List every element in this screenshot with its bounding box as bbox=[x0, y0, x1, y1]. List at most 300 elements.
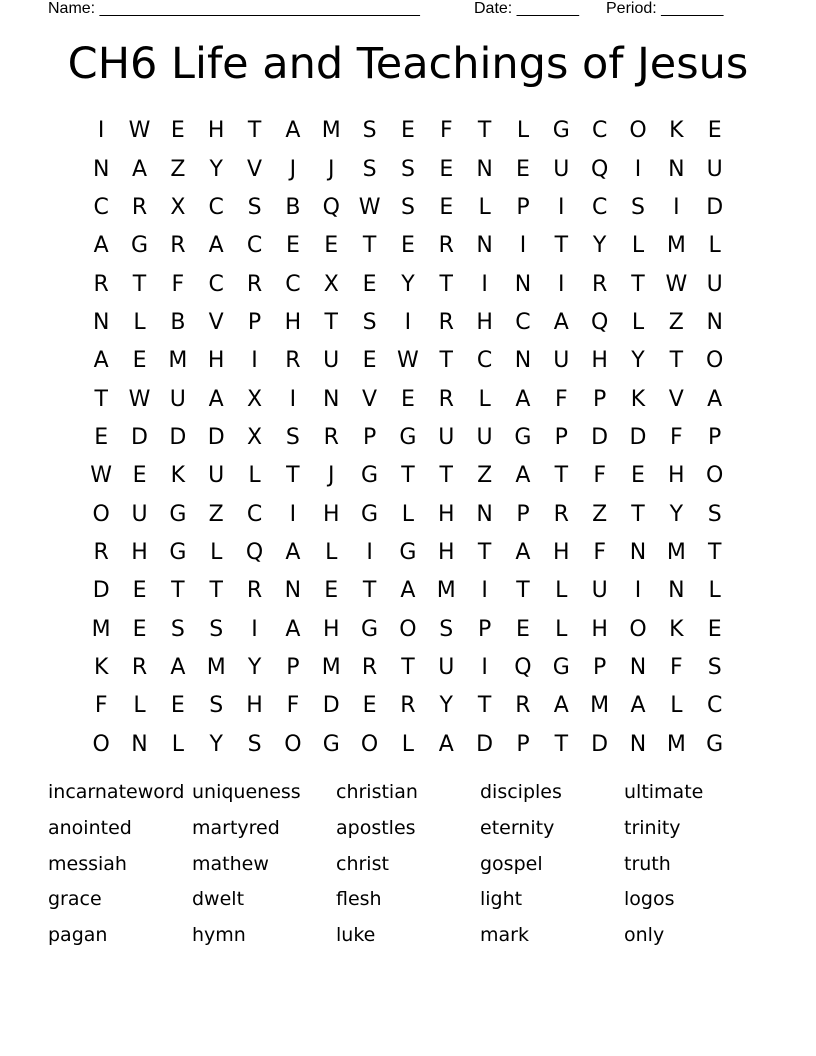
grid-letter: I bbox=[289, 501, 297, 527]
grid-letter: U bbox=[553, 348, 570, 374]
grid-letter: S bbox=[170, 616, 185, 642]
grid-letter: T bbox=[209, 578, 223, 604]
grid-letter: B bbox=[285, 194, 301, 220]
grid-letter: T bbox=[477, 539, 492, 565]
grid-letter: H bbox=[131, 539, 148, 565]
word-bank bbox=[48, 776, 768, 955]
word-bank-item: gospel bbox=[480, 852, 543, 875]
grid-letter: P bbox=[516, 501, 530, 527]
grid-letter: T bbox=[439, 463, 453, 489]
grid-letter: K bbox=[669, 616, 684, 642]
grid-letter: T bbox=[439, 271, 453, 297]
grid-letter: N bbox=[629, 654, 647, 680]
grid-letter: I bbox=[634, 578, 642, 604]
grid-letter: R bbox=[93, 539, 109, 565]
grid-letter: E bbox=[707, 616, 722, 642]
grid-letter: I bbox=[289, 386, 297, 412]
grid-letter: S bbox=[247, 731, 262, 757]
grid-letter: O bbox=[629, 616, 647, 642]
grid-letter: N bbox=[92, 309, 110, 335]
grid-letter: L bbox=[708, 578, 721, 604]
word-bank-item: mark bbox=[480, 924, 529, 947]
grid-letter: A bbox=[707, 386, 723, 412]
grid-letter: V bbox=[362, 386, 378, 412]
grid-letter: C bbox=[476, 348, 493, 374]
grid-letter: O bbox=[92, 501, 110, 527]
grid-letter: K bbox=[630, 386, 646, 412]
grid-letter: N bbox=[514, 271, 532, 297]
grid-letter: V bbox=[208, 309, 224, 335]
grid-letter: R bbox=[515, 693, 531, 719]
grid-letter: O bbox=[706, 463, 724, 489]
grid-letter: K bbox=[170, 463, 186, 489]
grid-letter: D bbox=[207, 424, 225, 450]
grid-letter: T bbox=[477, 118, 492, 144]
word-bank-item: anointed bbox=[48, 816, 132, 839]
grid-letter: F bbox=[593, 463, 606, 489]
grid-letter: X bbox=[170, 194, 186, 220]
grid-letter: H bbox=[668, 463, 685, 489]
grid-letter: A bbox=[285, 118, 301, 144]
grid-letter: I bbox=[366, 539, 373, 565]
grid-letter: K bbox=[669, 118, 684, 144]
grid-letter: Y bbox=[209, 156, 223, 182]
grid-letter: P bbox=[516, 194, 530, 220]
grid-letter: B bbox=[170, 309, 186, 335]
grid-letter: T bbox=[554, 463, 569, 489]
grid-letter: S bbox=[439, 616, 454, 642]
grid-letter: R bbox=[93, 271, 109, 297]
grid-letter: T bbox=[631, 271, 645, 297]
word-bank-item: christ bbox=[336, 852, 389, 875]
grid-letter: J bbox=[289, 156, 297, 182]
grid-letter: M bbox=[436, 578, 456, 604]
grid-letter: S bbox=[400, 194, 415, 220]
word-bank-item: messiah bbox=[48, 852, 127, 875]
grid-letter: L bbox=[133, 693, 146, 719]
grid-letter: A bbox=[553, 693, 569, 719]
grid-letter: I bbox=[558, 271, 565, 297]
grid-letter: L bbox=[133, 309, 146, 335]
grid-letter: M bbox=[91, 616, 111, 642]
grid-letter: R bbox=[323, 424, 339, 450]
grid-letter: U bbox=[323, 348, 340, 374]
grid-letter: R bbox=[400, 693, 416, 719]
grid-letter: E bbox=[132, 616, 147, 642]
word-bank-item: light bbox=[480, 888, 523, 911]
grid-letter: F bbox=[171, 271, 185, 297]
grid-letter: S bbox=[400, 156, 415, 182]
grid-letter: Z bbox=[592, 501, 608, 527]
grid-letter: P bbox=[286, 654, 300, 680]
word-bank-item: eternity bbox=[480, 816, 555, 839]
grid-letter: L bbox=[516, 118, 530, 144]
grid-letter: R bbox=[131, 654, 148, 680]
grid-letter: U bbox=[706, 271, 723, 297]
grid-letter: N bbox=[629, 731, 647, 757]
grid-letter: L bbox=[248, 463, 261, 489]
grid-letter: F bbox=[554, 386, 568, 412]
grid-letter: D bbox=[92, 578, 110, 604]
grid-letter: R bbox=[591, 271, 608, 297]
grid-letter: D bbox=[169, 424, 187, 450]
grid-letter: P bbox=[593, 386, 607, 412]
worksheet-header bbox=[48, 0, 738, 18]
grid-letter: T bbox=[554, 233, 569, 259]
grid-letter: R bbox=[438, 233, 454, 259]
grid-letter: H bbox=[246, 693, 263, 719]
grid-letter: W bbox=[358, 194, 381, 220]
grid-letter: A bbox=[515, 463, 531, 489]
grid-letter: Y bbox=[401, 271, 415, 297]
grid-letter: H bbox=[591, 348, 608, 374]
grid-letter: H bbox=[322, 501, 340, 527]
grid-letter: E bbox=[324, 233, 339, 259]
grid-letter: F bbox=[439, 118, 453, 144]
grid-letter: Z bbox=[668, 309, 684, 335]
grid-letter: R bbox=[361, 654, 378, 680]
grid-letter: M bbox=[321, 654, 341, 680]
grid-letter: Y bbox=[669, 501, 684, 527]
word-bank-item: disciples bbox=[480, 781, 562, 803]
grid-letter: Q bbox=[245, 539, 264, 565]
word-bank-item: christian bbox=[336, 781, 418, 803]
grid-letter: R bbox=[553, 501, 569, 527]
grid-letter: E bbox=[362, 693, 377, 719]
grid-letter: U bbox=[476, 424, 493, 450]
grid-letter: S bbox=[362, 309, 377, 335]
grid-letter: T bbox=[324, 309, 338, 335]
grid-letter: N bbox=[323, 386, 340, 412]
grid-letter: C bbox=[246, 501, 263, 527]
word-bank-item: luke bbox=[336, 924, 376, 947]
grid-letter: S bbox=[247, 194, 262, 220]
grid-letter: I bbox=[481, 271, 488, 297]
grid-letter: A bbox=[131, 156, 148, 182]
word-bank-item: martyred bbox=[192, 816, 280, 839]
grid-letter: H bbox=[207, 348, 225, 374]
grid-letter: N bbox=[706, 309, 723, 335]
grid-letter: O bbox=[706, 348, 724, 374]
grid-letter: L bbox=[210, 539, 223, 565]
grid-letter: A bbox=[400, 578, 416, 604]
grid-letter: G bbox=[322, 731, 340, 757]
grid-letter: O bbox=[360, 731, 379, 757]
grid-letter: E bbox=[170, 693, 185, 719]
grid-letter: S bbox=[707, 501, 722, 527]
grid-letter: F bbox=[593, 539, 606, 565]
grid-letter: R bbox=[438, 309, 454, 335]
grid-letter: S bbox=[362, 156, 377, 182]
grid-letter: A bbox=[93, 233, 109, 259]
grid-letter: P bbox=[554, 424, 568, 450]
grid-letter: L bbox=[708, 233, 721, 259]
grid-letter: E bbox=[631, 463, 645, 489]
word-bank-item: uniqueness bbox=[192, 781, 301, 803]
grid-letter: T bbox=[477, 693, 492, 719]
grid-letter: T bbox=[362, 578, 377, 604]
grid-letter: A bbox=[285, 539, 301, 565]
grid-letter: E bbox=[362, 271, 377, 297]
grid-letter: N bbox=[131, 731, 148, 757]
grid-letter: U bbox=[131, 501, 148, 527]
page-title: CH6 Life and Teachings of Jesus bbox=[67, 39, 749, 89]
grid-letter: S bbox=[285, 424, 300, 450]
grid-letter: U bbox=[706, 156, 723, 182]
grid-letter: E bbox=[132, 578, 147, 604]
grid-letter: Y bbox=[439, 693, 453, 719]
grid-letter: M bbox=[666, 731, 686, 757]
grid-letter: E bbox=[400, 233, 415, 259]
grid-letter: Z bbox=[477, 463, 493, 489]
grid-letter: L bbox=[171, 731, 184, 757]
grid-letter: L bbox=[401, 731, 415, 757]
grid-letter: Y bbox=[209, 731, 223, 757]
grid-letter: E bbox=[285, 233, 300, 259]
grid-letter: R bbox=[246, 271, 263, 297]
grid-letter: A bbox=[93, 348, 109, 374]
word-bank-item: trinity bbox=[624, 816, 681, 839]
grid-letter: I bbox=[251, 616, 258, 642]
grid-letter: E bbox=[132, 463, 147, 489]
grid-letter: I bbox=[404, 309, 412, 335]
grid-letter: V bbox=[247, 156, 263, 182]
grid-letter: N bbox=[284, 578, 302, 604]
word-bank-item: logos bbox=[624, 888, 675, 911]
grid-letter: L bbox=[478, 194, 491, 220]
grid-letter: I bbox=[673, 194, 680, 220]
grid-letter: J bbox=[327, 156, 335, 182]
grid-letter: L bbox=[631, 233, 645, 259]
grid-letter: D bbox=[591, 424, 609, 450]
word-bank-item: ultimate bbox=[624, 781, 704, 803]
grid-letter: T bbox=[94, 386, 108, 412]
grid-letter: L bbox=[325, 539, 338, 565]
grid-letter: A bbox=[515, 539, 531, 565]
grid-letter: T bbox=[132, 271, 147, 297]
grid-letter: E bbox=[132, 348, 147, 374]
grid-letter: U bbox=[591, 578, 608, 604]
grid-letter: N bbox=[668, 578, 685, 604]
grid-letter: U bbox=[438, 424, 455, 450]
grid-letter: N bbox=[92, 156, 110, 182]
grid-letter: X bbox=[247, 386, 263, 412]
grid-letter: E bbox=[94, 424, 109, 450]
grid-letter: N bbox=[514, 348, 532, 374]
word-bank-item: mathew bbox=[192, 852, 269, 875]
grid-letter: U bbox=[438, 654, 455, 680]
grid-letter: O bbox=[284, 731, 302, 757]
grid-letter: C bbox=[208, 194, 224, 220]
grid-letter: Q bbox=[590, 156, 609, 182]
grid-letter: E bbox=[439, 194, 454, 220]
grid-letter: C bbox=[706, 693, 723, 719]
grid-letter: A bbox=[630, 693, 646, 719]
grid-letter: H bbox=[553, 539, 570, 565]
grid-letter: S bbox=[707, 654, 722, 680]
word-bank-item: truth bbox=[624, 852, 671, 875]
grid-letter: P bbox=[362, 424, 377, 450]
grid-letter: M bbox=[321, 118, 341, 144]
grid-letter: G bbox=[169, 501, 187, 527]
grid-letter: G bbox=[706, 731, 724, 757]
grid-letter: Y bbox=[631, 348, 645, 374]
grid-letter: E bbox=[362, 348, 377, 374]
grid-letter: G bbox=[169, 539, 187, 565]
grid-letter: D bbox=[706, 194, 724, 220]
grid-letter: F bbox=[286, 693, 300, 719]
grid-letter: G bbox=[552, 118, 570, 144]
word-bank-item: hymn bbox=[192, 924, 246, 947]
grid-letter: D bbox=[131, 424, 148, 450]
grid-letter: H bbox=[284, 309, 302, 335]
grid-letter: T bbox=[362, 233, 377, 259]
grid-letter: A bbox=[208, 386, 224, 412]
grid-letter: K bbox=[93, 654, 109, 680]
grid-letter: Q bbox=[590, 309, 609, 335]
grid-letter: N bbox=[476, 233, 493, 259]
grid-letter: T bbox=[401, 463, 415, 489]
word-bank-item: apostles bbox=[336, 816, 416, 839]
grid-letter: G bbox=[399, 424, 417, 450]
grid-letter: M bbox=[666, 233, 686, 259]
grid-letter: L bbox=[631, 309, 645, 335]
grid-letter: Y bbox=[592, 233, 607, 259]
grid-letter: S bbox=[209, 693, 224, 719]
grid-letter: T bbox=[247, 118, 262, 144]
grid-letter: C bbox=[515, 309, 531, 335]
grid-letter: N bbox=[476, 156, 493, 182]
grid-letter: Z bbox=[170, 156, 186, 182]
grid-letter: H bbox=[437, 539, 455, 565]
grid-letter: G bbox=[552, 654, 570, 680]
grid-letter: J bbox=[327, 463, 335, 489]
grid-letter: I bbox=[251, 348, 258, 374]
grid-letter: L bbox=[401, 501, 415, 527]
grid-letter: L bbox=[478, 386, 491, 412]
grid-letter: A bbox=[170, 654, 186, 680]
grid-letter: C bbox=[208, 271, 224, 297]
grid-letter: D bbox=[591, 731, 609, 757]
word-search-grid bbox=[82, 112, 734, 764]
grid-letter: N bbox=[629, 539, 647, 565]
word-bank-item: grace bbox=[48, 888, 102, 911]
grid-letter: O bbox=[92, 731, 110, 757]
grid-letter: D bbox=[322, 693, 340, 719]
grid-letter: U bbox=[169, 386, 186, 412]
grid-letter: W bbox=[665, 271, 688, 297]
grid-letter: P bbox=[708, 424, 722, 450]
grid-letter: E bbox=[707, 118, 722, 144]
word-bank-item: incarnateword bbox=[48, 781, 185, 803]
grid-letter: N bbox=[476, 501, 493, 527]
grid-letter: Q bbox=[322, 194, 340, 220]
grid-letter: N bbox=[668, 156, 685, 182]
grid-letter: E bbox=[439, 156, 454, 182]
grid-letter: I bbox=[558, 194, 565, 220]
grid-letter: M bbox=[590, 693, 610, 719]
grid-letter: A bbox=[515, 386, 531, 412]
grid-letter: O bbox=[399, 616, 417, 642]
grid-letter: I bbox=[481, 578, 488, 604]
grid-letter: P bbox=[516, 731, 530, 757]
word-bank-item: pagan bbox=[48, 924, 108, 947]
grid-letter: S bbox=[209, 616, 224, 642]
grid-letter: T bbox=[286, 463, 300, 489]
grid-letter: L bbox=[670, 693, 683, 719]
grid-letter: R bbox=[438, 386, 454, 412]
grid-letter: C bbox=[591, 118, 608, 144]
grid-letter: H bbox=[322, 616, 340, 642]
grid-letter: Z bbox=[208, 501, 224, 527]
grid-letter: C bbox=[93, 194, 109, 220]
grid-letter: G bbox=[361, 616, 379, 642]
grid-letter: T bbox=[554, 731, 569, 757]
grid-letter: M bbox=[168, 348, 188, 374]
grid-letter: G bbox=[130, 233, 149, 259]
grid-letter: T bbox=[669, 348, 684, 374]
grid-letter: O bbox=[629, 118, 647, 144]
name-field-label: Name: ____________________________________ bbox=[48, 0, 420, 17]
grid-letter: U bbox=[553, 156, 570, 182]
grid-letter: P bbox=[477, 616, 492, 642]
grid-letter: I bbox=[481, 654, 488, 680]
grid-letter: A bbox=[285, 616, 301, 642]
grid-letter: C bbox=[285, 271, 301, 297]
grid-letter: E bbox=[516, 616, 530, 642]
grid-letter: V bbox=[668, 386, 684, 412]
grid-letter: T bbox=[401, 654, 415, 680]
grid-letter: E bbox=[516, 156, 530, 182]
grid-letter: T bbox=[439, 348, 453, 374]
grid-letter: I bbox=[97, 118, 105, 144]
grid-letter: X bbox=[247, 424, 263, 450]
grid-letter: D bbox=[476, 731, 494, 757]
grid-letter: L bbox=[555, 578, 568, 604]
grid-letter: H bbox=[591, 616, 608, 642]
grid-letter: T bbox=[631, 501, 645, 527]
grid-letter: F bbox=[670, 424, 683, 450]
grid-letter: S bbox=[362, 118, 377, 144]
grid-letter: G bbox=[514, 424, 532, 450]
grid-letter: R bbox=[131, 194, 148, 220]
grid-letter: F bbox=[670, 654, 683, 680]
grid-letter: Y bbox=[247, 654, 262, 680]
grid-letter: H bbox=[437, 501, 455, 527]
grid-letter: R bbox=[170, 233, 186, 259]
grid-letter: G bbox=[361, 501, 379, 527]
grid-letter: A bbox=[553, 309, 569, 335]
grid-letter: E bbox=[324, 578, 339, 604]
grid-letter: E bbox=[400, 386, 415, 412]
grid-letter: G bbox=[361, 463, 379, 489]
grid-letter: H bbox=[207, 118, 225, 144]
grid-letter: U bbox=[208, 463, 225, 489]
grid-letter: G bbox=[399, 539, 417, 565]
grid-letter: P bbox=[247, 309, 262, 335]
date-field-label: Date: _______ bbox=[474, 0, 579, 17]
grid-letter: S bbox=[631, 194, 645, 220]
grid-letter: L bbox=[555, 616, 568, 642]
grid-letter: A bbox=[208, 233, 224, 259]
grid-letter: F bbox=[94, 693, 108, 719]
grid-letter: T bbox=[171, 578, 185, 604]
grid-letter: W bbox=[90, 463, 113, 489]
grid-letter: X bbox=[323, 271, 339, 297]
grid-letter: W bbox=[128, 386, 151, 412]
grid-letter: P bbox=[593, 654, 607, 680]
grid-letter: W bbox=[397, 348, 419, 374]
